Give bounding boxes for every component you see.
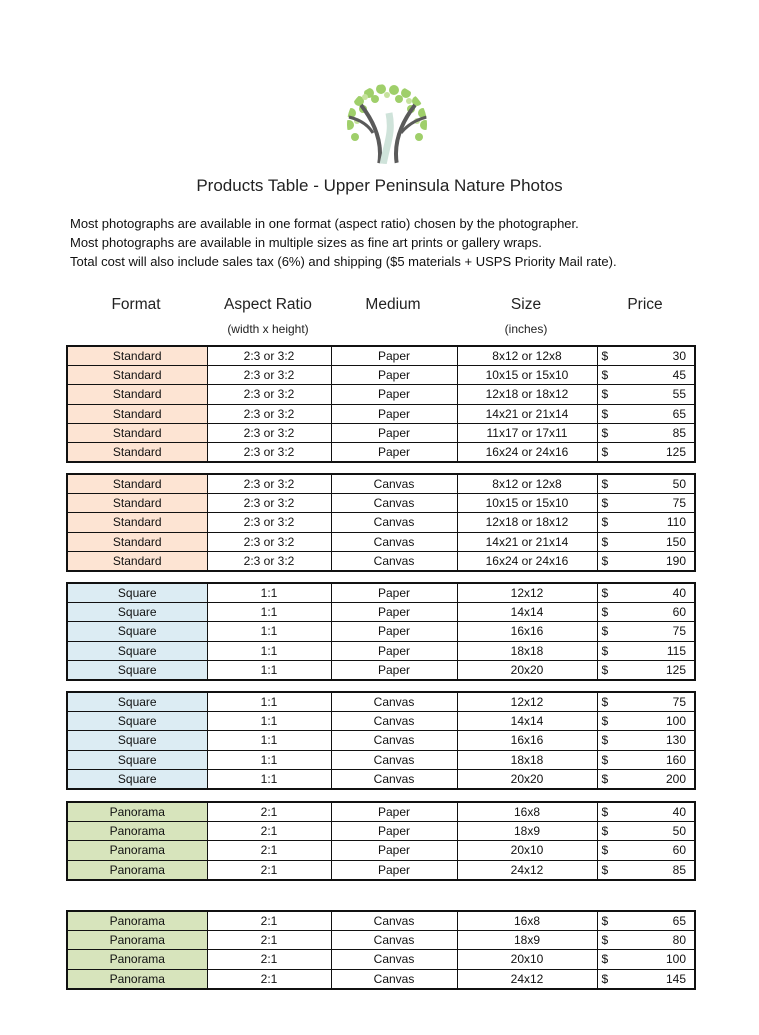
table-row	[67, 841, 695, 860]
price-cell	[597, 931, 695, 950]
table-row	[67, 969, 695, 989]
size-cell: 16x16	[457, 622, 597, 641]
currency-symbol: $	[601, 914, 609, 929]
price-cell	[597, 494, 695, 513]
price-value: 30	[672, 349, 686, 364]
aspect-ratio-cell: 1:1	[207, 622, 331, 641]
aspect-ratio-cell: 1:1	[207, 603, 331, 622]
format-cell: Standard	[67, 423, 207, 442]
price-cell	[597, 822, 695, 841]
price-value: 55	[672, 387, 686, 402]
size-cell: 14x14	[457, 712, 597, 731]
medium-cell: Canvas	[331, 931, 457, 950]
price-value: 100	[665, 952, 686, 967]
format-cell: Square	[67, 622, 207, 641]
header-size: Size	[510, 296, 542, 313]
format-cell: Standard	[67, 442, 207, 462]
table-row	[67, 366, 695, 385]
currency-symbol: $	[601, 843, 609, 858]
header-aspect-ratio: Aspect Ratio	[224, 296, 312, 313]
size-cell: 12x12	[457, 583, 597, 603]
price-value: 160	[665, 752, 686, 767]
format-cell: Standard	[67, 474, 207, 494]
aspect-ratio-cell: 2:3 or 3:2	[207, 551, 331, 571]
medium-cell: Paper	[331, 346, 457, 366]
size-cell: 12x12	[457, 692, 597, 712]
aspect-ratio-cell: 2:3 or 3:2	[207, 442, 331, 462]
format-cell: Square	[67, 769, 207, 789]
product-group-table	[66, 345, 696, 463]
format-cell: Panorama	[67, 802, 207, 822]
aspect-ratio-cell: 2:1	[207, 931, 331, 950]
currency-symbol: $	[601, 624, 609, 639]
currency-symbol: $	[601, 695, 609, 710]
header-medium: Medium	[365, 296, 421, 313]
price-value: 200	[665, 771, 686, 786]
price-value: 130	[665, 733, 686, 748]
size-cell: 20x20	[457, 769, 597, 789]
price-value: 190	[665, 553, 686, 568]
format-cell: Square	[67, 731, 207, 750]
price-value: 75	[672, 624, 686, 639]
price-cell	[597, 385, 695, 404]
medium-cell: Canvas	[331, 950, 457, 969]
currency-symbol: $	[601, 662, 609, 677]
table-row	[67, 513, 695, 532]
format-cell: Panorama	[67, 841, 207, 860]
price-value: 65	[672, 914, 686, 929]
table-row	[67, 346, 695, 366]
currency-symbol: $	[601, 971, 609, 986]
currency-symbol: $	[601, 406, 609, 421]
price-cell	[597, 603, 695, 622]
medium-cell: Canvas	[331, 969, 457, 989]
medium-cell: Paper	[331, 860, 457, 880]
format-cell: Panorama	[67, 911, 207, 931]
size-cell: 24x12	[457, 969, 597, 989]
price-value: 50	[672, 477, 686, 492]
price-cell	[597, 532, 695, 551]
table-row	[67, 641, 695, 660]
product-group-table	[66, 801, 696, 881]
aspect-ratio-cell: 2:1	[207, 911, 331, 931]
medium-cell: Canvas	[331, 494, 457, 513]
price-value: 80	[672, 933, 686, 948]
medium-cell: Canvas	[331, 750, 457, 769]
size-cell: 12x18 or 18x12	[457, 513, 597, 532]
product-group-table	[66, 910, 696, 990]
medium-cell: Paper	[331, 841, 457, 860]
medium-cell: Canvas	[331, 474, 457, 494]
medium-cell: Canvas	[331, 513, 457, 532]
table-row	[67, 622, 695, 641]
price-cell	[597, 841, 695, 860]
currency-symbol: $	[601, 771, 609, 786]
product-group-table	[66, 473, 696, 572]
price-cell	[597, 802, 695, 822]
price-cell	[597, 442, 695, 462]
medium-cell: Paper	[331, 442, 457, 462]
price-value: 60	[672, 843, 686, 858]
format-cell: Standard	[67, 404, 207, 423]
table-row	[67, 731, 695, 750]
medium-cell: Paper	[331, 641, 457, 660]
medium-cell: Canvas	[331, 911, 457, 931]
price-value: 100	[665, 714, 686, 729]
table-row	[67, 769, 695, 789]
table-row	[67, 692, 695, 712]
price-cell	[597, 969, 695, 989]
price-cell	[597, 551, 695, 571]
price-value: 40	[672, 805, 686, 820]
format-cell: Panorama	[67, 969, 207, 989]
currency-symbol: $	[601, 586, 609, 601]
currency-symbol: $	[601, 605, 609, 620]
format-cell: Square	[67, 750, 207, 769]
table-row	[67, 660, 695, 680]
size-cell: 8x12 or 12x8	[457, 346, 597, 366]
aspect-ratio-cell: 1:1	[207, 660, 331, 680]
medium-cell: Canvas	[331, 731, 457, 750]
price-value: 125	[665, 662, 686, 677]
currency-symbol: $	[601, 933, 609, 948]
aspect-ratio-cell: 2:3 or 3:2	[207, 423, 331, 442]
aspect-ratio-cell: 2:1	[207, 969, 331, 989]
currency-symbol: $	[601, 643, 609, 658]
size-cell: 16x8	[457, 911, 597, 931]
medium-cell: Paper	[331, 802, 457, 822]
price-cell	[597, 712, 695, 731]
size-cell: 18x18	[457, 750, 597, 769]
table-row	[67, 603, 695, 622]
medium-cell: Paper	[331, 404, 457, 423]
table-row	[67, 911, 695, 931]
medium-cell: Canvas	[331, 551, 457, 571]
format-cell: Square	[67, 692, 207, 712]
aspect-ratio-cell: 2:1	[207, 860, 331, 880]
format-cell: Standard	[67, 366, 207, 385]
price-cell	[597, 660, 695, 680]
format-cell: Panorama	[67, 931, 207, 950]
format-cell: Standard	[67, 346, 207, 366]
currency-symbol: $	[601, 425, 609, 440]
header-price: Price	[627, 296, 663, 313]
header-format: Format	[111, 296, 161, 313]
price-value: 40	[672, 586, 686, 601]
format-cell: Standard	[67, 385, 207, 404]
price-value: 65	[672, 406, 686, 421]
aspect-ratio-cell: 2:1	[207, 802, 331, 822]
medium-cell: Canvas	[331, 692, 457, 712]
size-cell: 10x15 or 15x10	[457, 366, 597, 385]
currency-symbol: $	[601, 733, 609, 748]
aspect-ratio-cell: 2:1	[207, 822, 331, 841]
aspect-ratio-cell: 1:1	[207, 731, 331, 750]
size-cell: 20x20	[457, 660, 597, 680]
price-value: 85	[672, 425, 686, 440]
intro-line: Most photographs are available in multiple sizes as fine art prints or gallery wraps.	[70, 235, 542, 250]
price-value: 45	[672, 368, 686, 383]
table-row	[67, 385, 695, 404]
medium-cell: Canvas	[331, 769, 457, 789]
table-row	[67, 802, 695, 822]
format-cell: Standard	[67, 513, 207, 532]
size-cell: 14x14	[457, 603, 597, 622]
table-row	[67, 950, 695, 969]
table-row	[67, 583, 695, 603]
size-cell: 11x17 or 17x11	[457, 423, 597, 442]
size-cell: 18x9	[457, 822, 597, 841]
format-cell: Panorama	[67, 822, 207, 841]
aspect-ratio-cell: 2:3 or 3:2	[207, 513, 331, 532]
currency-symbol: $	[601, 752, 609, 767]
price-cell	[597, 911, 695, 931]
price-cell	[597, 950, 695, 969]
medium-cell: Paper	[331, 423, 457, 442]
price-cell	[597, 423, 695, 442]
format-cell: Standard	[67, 532, 207, 551]
aspect-ratio-cell: 1:1	[207, 583, 331, 603]
size-cell: 20x10	[457, 950, 597, 969]
currency-symbol: $	[601, 862, 609, 877]
aspect-ratio-cell: 2:3 or 3:2	[207, 346, 331, 366]
header-aspect-ratio-sub: (width x height)	[227, 322, 309, 336]
price-cell	[597, 513, 695, 532]
size-cell: 16x16	[457, 731, 597, 750]
aspect-ratio-cell: 1:1	[207, 750, 331, 769]
format-cell: Panorama	[67, 860, 207, 880]
medium-cell: Canvas	[331, 532, 457, 551]
currency-symbol: $	[601, 477, 609, 492]
price-cell	[597, 769, 695, 789]
aspect-ratio-cell: 1:1	[207, 692, 331, 712]
size-cell: 10x15 or 15x10	[457, 494, 597, 513]
price-value: 125	[665, 445, 686, 460]
format-cell: Square	[67, 603, 207, 622]
table-row	[67, 750, 695, 769]
table-row	[67, 474, 695, 494]
price-cell	[597, 622, 695, 641]
price-value: 75	[672, 695, 686, 710]
table-row	[67, 532, 695, 551]
aspect-ratio-cell: 2:1	[207, 841, 331, 860]
price-cell	[597, 641, 695, 660]
size-cell: 18x18	[457, 641, 597, 660]
medium-cell: Paper	[331, 822, 457, 841]
header-size-sub: (inches)	[504, 322, 548, 336]
price-cell	[597, 750, 695, 769]
format-cell: Square	[67, 641, 207, 660]
size-cell: 12x18 or 18x12	[457, 385, 597, 404]
medium-cell: Paper	[331, 366, 457, 385]
aspect-ratio-cell: 1:1	[207, 712, 331, 731]
size-cell: 18x9	[457, 931, 597, 950]
currency-symbol: $	[601, 349, 609, 364]
format-cell: Standard	[67, 551, 207, 571]
table-row	[67, 494, 695, 513]
product-group-table	[66, 691, 696, 790]
aspect-ratio-cell: 2:3 or 3:2	[207, 404, 331, 423]
currency-symbol: $	[601, 824, 609, 839]
currency-symbol: $	[601, 515, 609, 530]
currency-symbol: $	[601, 714, 609, 729]
aspect-ratio-cell: 1:1	[207, 769, 331, 789]
currency-symbol: $	[601, 496, 609, 511]
format-cell: Square	[67, 712, 207, 731]
aspect-ratio-cell: 2:3 or 3:2	[207, 474, 331, 494]
price-value: 145	[665, 971, 686, 986]
table-row	[67, 404, 695, 423]
currency-symbol: $	[601, 952, 609, 967]
medium-cell: Paper	[331, 660, 457, 680]
table-row	[67, 931, 695, 950]
size-cell: 16x24 or 24x16	[457, 551, 597, 571]
price-cell	[597, 366, 695, 385]
product-group-table	[66, 582, 696, 681]
tree-logo-icon	[339, 83, 435, 165]
format-cell: Square	[67, 583, 207, 603]
price-value: 115	[666, 643, 686, 658]
price-cell	[597, 860, 695, 880]
price-value: 60	[672, 605, 686, 620]
medium-cell: Paper	[331, 385, 457, 404]
medium-cell: Paper	[331, 603, 457, 622]
size-cell: 16x24 or 24x16	[457, 442, 597, 462]
intro-line: Most photographs are available in one format (aspect ratio) chosen by the photographer.	[70, 216, 579, 231]
medium-cell: Canvas	[331, 712, 457, 731]
currency-symbol: $	[601, 553, 609, 568]
price-value: 150	[665, 534, 686, 549]
medium-cell: Paper	[331, 622, 457, 641]
price-value: 50	[672, 824, 686, 839]
format-cell: Standard	[67, 494, 207, 513]
price-cell	[597, 731, 695, 750]
aspect-ratio-cell: 2:3 or 3:2	[207, 366, 331, 385]
format-cell: Square	[67, 660, 207, 680]
currency-symbol: $	[601, 368, 609, 383]
currency-symbol: $	[601, 805, 609, 820]
price-cell	[597, 346, 695, 366]
table-row	[67, 860, 695, 880]
size-cell: 14x21 or 21x14	[457, 404, 597, 423]
page-title: Products Table - Upper Peninsula Nature Photos	[196, 176, 563, 195]
size-cell: 14x21 or 21x14	[457, 532, 597, 551]
aspect-ratio-cell: 2:3 or 3:2	[207, 532, 331, 551]
currency-symbol: $	[601, 387, 609, 402]
price-cell	[597, 404, 695, 423]
aspect-ratio-cell: 2:1	[207, 950, 331, 969]
table-row	[67, 551, 695, 571]
aspect-ratio-cell: 1:1	[207, 641, 331, 660]
table-row	[67, 822, 695, 841]
medium-cell: Paper	[331, 583, 457, 603]
price-cell	[597, 583, 695, 603]
table-row	[67, 712, 695, 731]
price-value: 110	[666, 515, 686, 530]
currency-symbol: $	[601, 534, 609, 549]
intro-line: Total cost will also include sales tax (6%) and shipping ($5 materials + USPS Priority Mail rate).	[70, 254, 617, 269]
price-cell	[597, 692, 695, 712]
table-row	[67, 423, 695, 442]
size-cell: 16x8	[457, 802, 597, 822]
price-value: 85	[672, 862, 686, 877]
aspect-ratio-cell: 2:3 or 3:2	[207, 494, 331, 513]
price-value: 75	[672, 496, 686, 511]
intro-text	[70, 214, 617, 271]
table-row	[67, 442, 695, 462]
format-cell: Panorama	[67, 950, 207, 969]
currency-symbol: $	[601, 445, 609, 460]
size-cell: 20x10	[457, 841, 597, 860]
price-cell	[597, 474, 695, 494]
size-cell: 24x12	[457, 860, 597, 880]
aspect-ratio-cell: 2:3 or 3:2	[207, 385, 331, 404]
size-cell: 8x12 or 12x8	[457, 474, 597, 494]
